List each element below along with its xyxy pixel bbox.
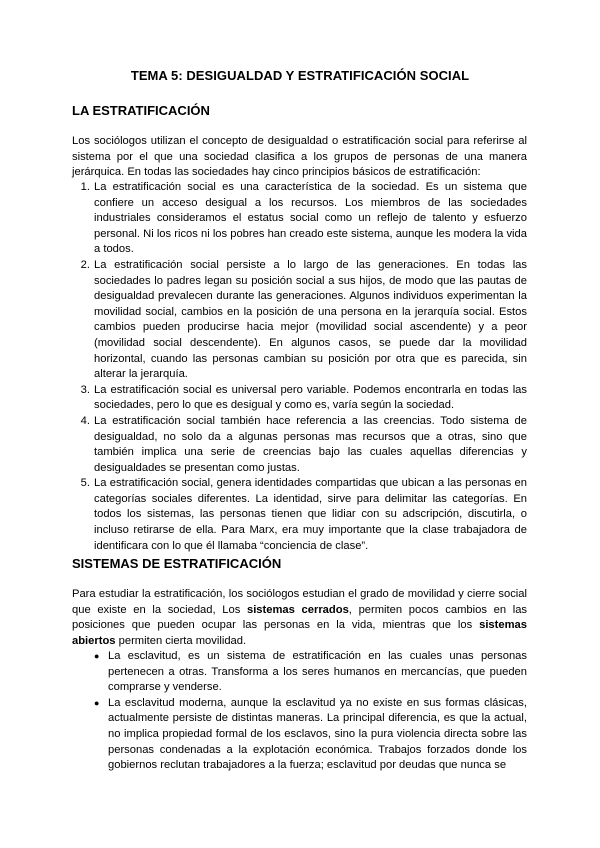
list-number: 4. <box>80 414 90 427</box>
bold-term-open: sistemas abiertos <box>72 619 527 647</box>
list-item-text: La estratificación social es una característica de la sociedad. Es un sistema que confiere un acceso desigual a los recursos. Los miembros de las sociedades industriales consideramos el estatus social como un reflejo de talento y esfuerzo personal. Ni los ricos ni los pobres han creado este sistema, aunque les modera la vida a todos. <box>94 181 527 256</box>
list-number: 3. <box>80 383 90 396</box>
intro-text: permiten cierta movilidad. <box>115 634 247 647</box>
bullet-icon: ● <box>94 697 100 708</box>
list-item-text: La estratificación social persiste a lo largo de las generaciones. En todas las sociedades lo padres legan su posición social a sus hijos, de modo que las pautas de desigualdad prevalecen durante las generaciones. Algunos individuos experimentan la movilidad social, cambios en la posición de una persona en la jerarquía social. Estos cambios pueden producirse hacia mejor (movilidad social ascendente) y a peor (movilidad social descendente). En algunos casos, se puede dar la movilidad horizontal, cuando las personas cambian su posición por otra que es parecida, sin alterar la jerarquía. <box>94 258 527 381</box>
intro-text: Para estudiar la estratificación, los sociólogos estudian el grado de movilidad y cierre social que existe en la sociedad, Los <box>72 588 527 616</box>
list-number: 1. <box>80 181 90 193</box>
list-item <box>90 649 527 696</box>
section2-intro <box>72 587 527 649</box>
bold-term-closed: sistemas cerrados <box>246 603 349 616</box>
list-item <box>76 383 527 414</box>
list-number: 2. <box>80 258 90 271</box>
list-item-text: La esclavitud, es un sistema de estratificación en las cuales unas personas pertenecen a otras. Transforma a los seres humanos en mercancías, que pueden comprarse y venderse. <box>108 650 527 694</box>
systems-list <box>90 649 527 774</box>
section-heading-sistemas: SISTEMAS DE ESTRATIFICACIÓN <box>72 556 282 571</box>
list-item <box>76 414 527 476</box>
list-item <box>76 476 527 554</box>
list-item-text: La estratificación social es universal pero variable. Podemos encontrarla en todas las sociedades, pero lo que es desigual y como es, varía según la sociedad. <box>94 383 527 412</box>
section-heading-estratificacion: LA ESTRATIFICACIÓN <box>72 103 210 118</box>
list-item-text: La estratificación social, genera identidades compartidas que ubican a las personas en categorías sociales diferentes. La identidad, sirve para delimitar las categorías. En todos los sistemas, las personas tienen que lidiar con su adscripción, discutirla, o incluso retirarse de ella. Para Marx, era muy importante que la clase trabajadora de identificara con lo que él llamaba “conciencia de clase”. <box>94 477 527 552</box>
list-item <box>76 258 527 383</box>
bullet-icon: ● <box>94 651 100 661</box>
list-item <box>90 696 527 774</box>
list-number: 5. <box>80 477 90 490</box>
section1-intro: Los sociólogos utilizan el concepto de desigualdad o estratificación social para referirse al sistema por el que una sociedad clasifica a los grupos de personas de una manera jerárquica. En todas las sociedades hay cinco principios básicos de estratificación: <box>72 135 527 179</box>
list-item-text: La estratificación social también hace referencia a las creencias. Todo sistema de desigualdad, no solo da a algunas personas mas recursos que a otras, sino que también implica una serie de creencias bajo las cuales aquellas diferencias y desigualdades se presentan como justas. <box>94 414 527 474</box>
principles-list <box>76 180 527 554</box>
intro-text: , permiten pocos cambios en las posiciones que pueden ocupar las personas en la vida, mientras que los <box>72 603 528 632</box>
list-item-text: La esclavitud moderna, aunque la esclavitud ya no existe en sus formas clásicas, actualmente persiste de distintas maneras. La principal diferencia, es que la actual, no implica propiedad formal de los esclavos, sino la pura violencia directa sobre las personas condenadas a la explotación económica. Trabajos forzados donde los gobiernos reclutan trabajadores a la fuerza; esclavitud por deudas que nunca se <box>108 696 527 772</box>
document-title: TEMA 5: DESIGUALDAD Y ESTRATIFICACIÓN SOCIAL <box>130 68 470 83</box>
list-item <box>76 180 527 258</box>
